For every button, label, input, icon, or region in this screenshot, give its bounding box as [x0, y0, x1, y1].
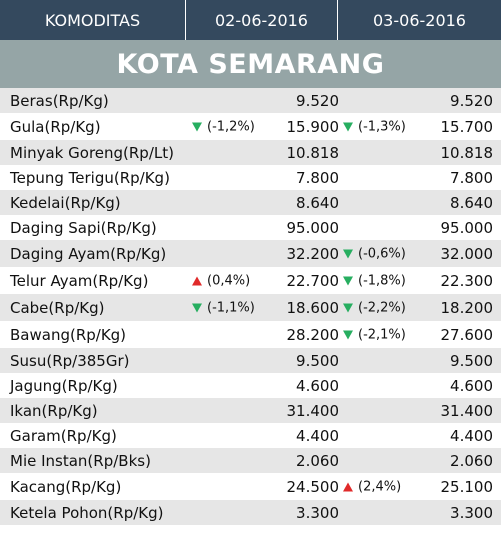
table-row — [0, 473, 501, 500]
change-percent: (-1,2%) — [207, 119, 255, 134]
header-date-1: 02-06-2016 — [186, 0, 338, 40]
price-date-2: 4.400 — [450, 426, 493, 445]
price-date-2: 25.100 — [440, 477, 493, 496]
table-row — [0, 88, 501, 113]
change-date-2 — [343, 119, 406, 134]
price-date-2: 27.600 — [440, 325, 493, 344]
table-row — [0, 190, 501, 215]
change-date-2 — [343, 246, 406, 261]
price-date-1: 3.300 — [296, 503, 339, 522]
price-date-1: 7.800 — [296, 168, 339, 187]
price-date-1: 31.400 — [286, 401, 339, 420]
price-date-1: 28.200 — [286, 325, 339, 344]
price-date-1: 22.700 — [286, 271, 339, 290]
commodity-name: Ikan(Rp/Kg) — [10, 401, 98, 420]
price-date-1: 8.640 — [296, 193, 339, 212]
triangle-down-icon — [343, 276, 353, 285]
price-date-1: 9.520 — [296, 91, 339, 110]
change-percent: (0,4%) — [207, 273, 251, 288]
price-date-2: 10.818 — [440, 143, 493, 162]
table-row — [0, 165, 501, 190]
triangle-up-icon — [343, 482, 353, 491]
price-date-1: 15.900 — [286, 117, 339, 136]
table-row — [0, 215, 501, 240]
change-date-2 — [343, 479, 401, 494]
table-row — [0, 373, 501, 398]
commodity-name: Daging Ayam(Rp/Kg) — [10, 244, 167, 263]
commodity-name: Jagung(Rp/Kg) — [10, 376, 118, 395]
price-date-2: 8.640 — [450, 193, 493, 212]
commodity-name: Daging Sapi(Rp/Kg) — [10, 218, 157, 237]
commodity-name: Beras(Rp/Kg) — [10, 91, 109, 110]
price-date-2: 9.520 — [450, 91, 493, 110]
commodity-name: Tepung Terigu(Rp/Kg) — [10, 168, 170, 187]
price-date-1: 32.200 — [286, 244, 339, 263]
commodity-name: Garam(Rp/Kg) — [10, 426, 117, 445]
price-date-2: 32.000 — [440, 244, 493, 263]
change-percent: (-1,8%) — [358, 273, 406, 288]
commodity-name: Susu(Rp/385Gr) — [10, 351, 130, 370]
change-date-1 — [192, 119, 255, 134]
commodity-name: Cabe(Rp/Kg) — [10, 298, 105, 317]
header-commodity: KOMODITAS — [0, 0, 186, 40]
table-row — [0, 321, 501, 348]
triangle-down-icon — [343, 122, 353, 131]
commodity-name: Kedelai(Rp/Kg) — [10, 193, 121, 212]
price-date-2: 9.500 — [450, 351, 493, 370]
price-date-1: 24.500 — [286, 477, 339, 496]
table-row — [0, 500, 501, 525]
price-date-2: 22.300 — [440, 271, 493, 290]
triangle-down-icon — [343, 303, 353, 312]
change-date-1 — [192, 273, 250, 288]
price-date-2: 15.700 — [440, 117, 493, 136]
commodity-name: Minyak Goreng(Rp/Lt) — [10, 143, 174, 162]
price-date-1: 9.500 — [296, 351, 339, 370]
commodity-name: Kacang(Rp/Kg) — [10, 477, 122, 496]
price-date-2: 3.300 — [450, 503, 493, 522]
table-row — [0, 398, 501, 423]
commodity-name: Gula(Rp/Kg) — [10, 117, 101, 136]
table-row — [0, 294, 501, 321]
change-percent: (2,4%) — [358, 479, 402, 494]
triangle-down-icon — [192, 122, 202, 131]
price-date-2: 7.800 — [450, 168, 493, 187]
change-date-2 — [343, 327, 406, 342]
price-date-2: 4.600 — [450, 376, 493, 395]
change-percent: (-2,1%) — [358, 327, 406, 342]
price-date-2: 18.200 — [440, 298, 493, 317]
triangle-down-icon — [192, 303, 202, 312]
change-date-1 — [192, 300, 255, 315]
price-date-2: 31.400 — [440, 401, 493, 420]
price-date-1: 4.600 — [296, 376, 339, 395]
table-row — [0, 448, 501, 473]
triangle-up-icon — [192, 276, 202, 285]
price-date-1: 18.600 — [286, 298, 339, 317]
change-percent: (-2,2%) — [358, 300, 406, 315]
table-row — [0, 140, 501, 165]
header-date-2: 03-06-2016 — [373, 10, 466, 30]
commodity-name: Telur Ayam(Rp/Kg) — [10, 271, 149, 290]
table-header — [0, 0, 501, 40]
table-row — [0, 113, 501, 140]
change-date-2 — [343, 273, 406, 288]
price-date-1: 95.000 — [286, 218, 339, 237]
city-title: KOTA SEMARANG — [0, 40, 501, 88]
triangle-down-icon — [343, 330, 353, 339]
commodity-name: Mie Instan(Rp/Bks) — [10, 451, 151, 470]
change-date-2 — [343, 300, 406, 315]
triangle-down-icon — [343, 249, 353, 258]
change-percent: (-0,6%) — [358, 246, 406, 261]
price-date-1: 2.060 — [296, 451, 339, 470]
price-date-1: 10.818 — [286, 143, 339, 162]
table-row — [0, 348, 501, 373]
table-body — [0, 88, 501, 525]
change-percent: (-1,1%) — [207, 300, 255, 315]
table-row — [0, 240, 501, 267]
change-percent: (-1,3%) — [358, 119, 406, 134]
commodity-name: Ketela Pohon(Rp/Kg) — [10, 503, 164, 522]
table-row — [0, 423, 501, 448]
price-date-2: 2.060 — [450, 451, 493, 470]
table-row — [0, 267, 501, 294]
price-date-1: 4.400 — [296, 426, 339, 445]
commodity-name: Bawang(Rp/Kg) — [10, 325, 127, 344]
price-date-2: 95.000 — [440, 218, 493, 237]
